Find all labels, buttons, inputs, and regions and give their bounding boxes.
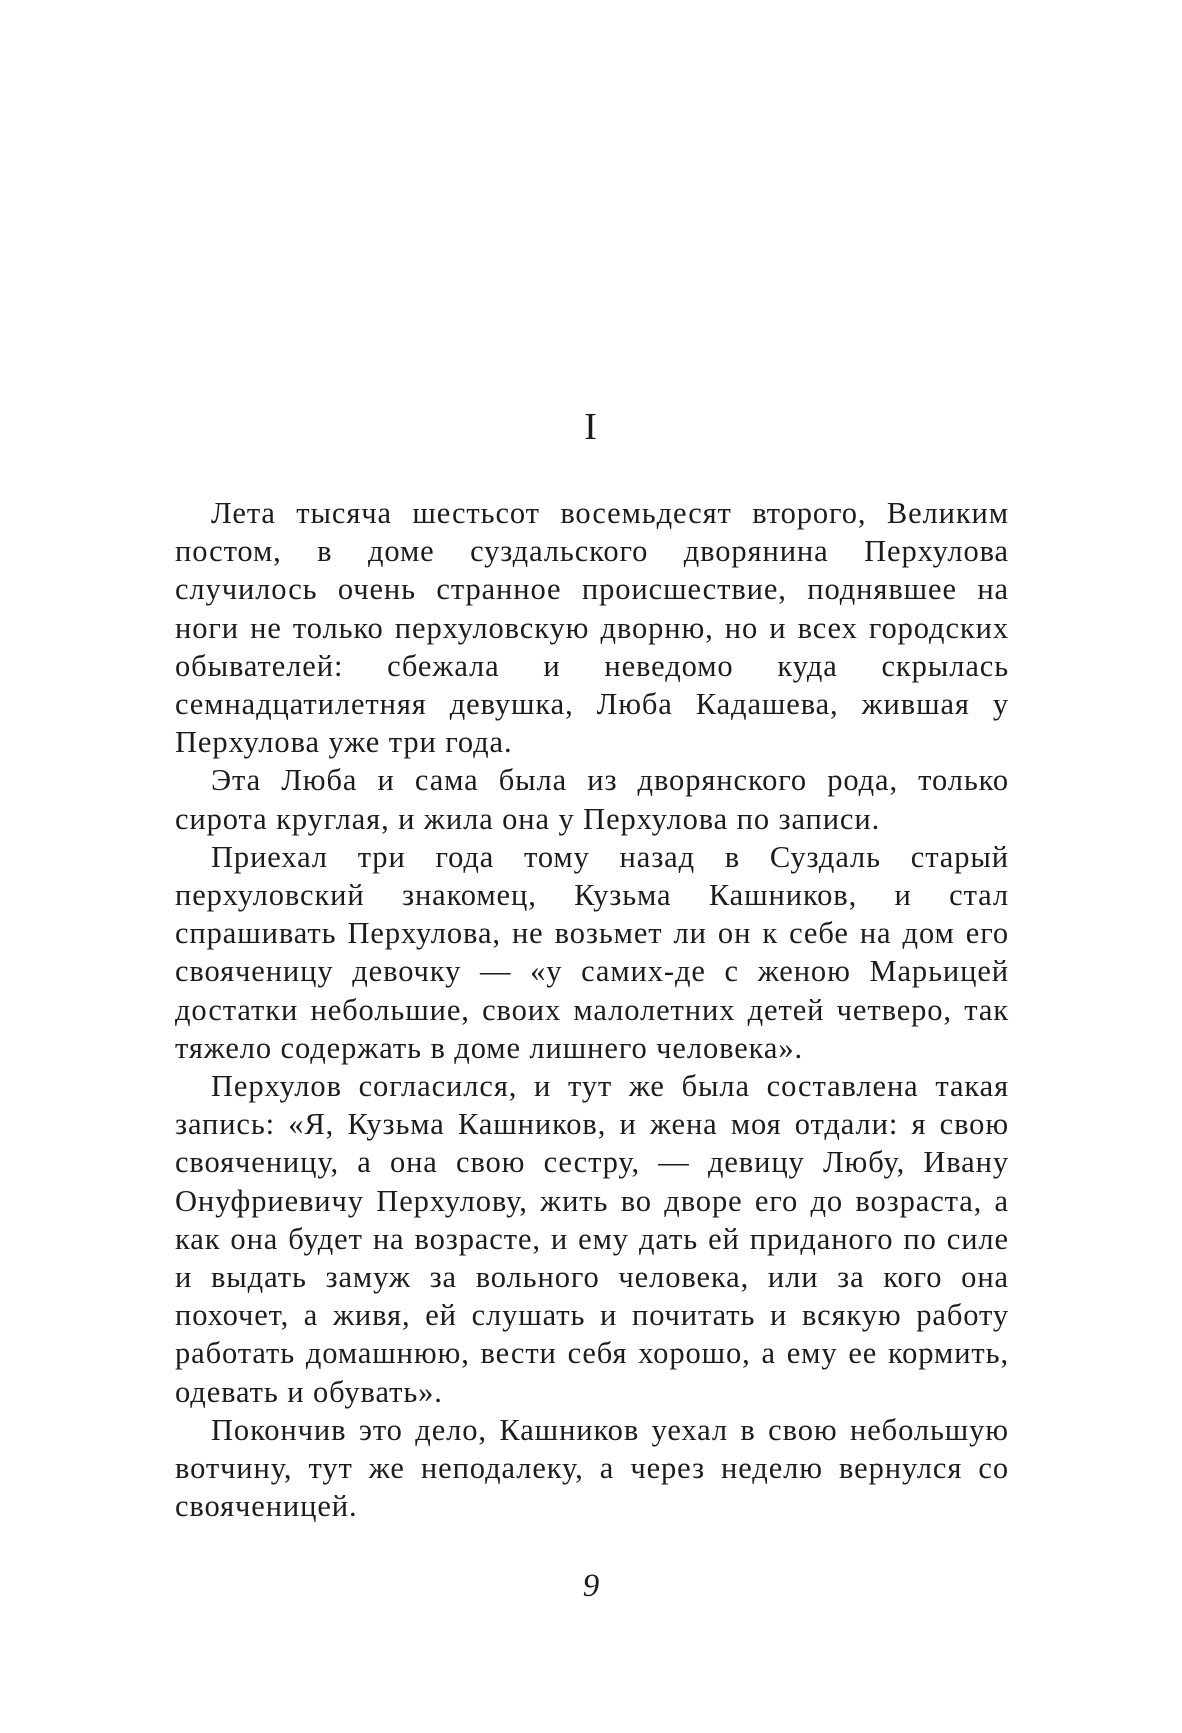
paragraph: Эта Люба и сама была из дворянского рода, только сирота круглая, и жила она у Перхулова по записи. [175,763,1009,836]
body-text [175,494,1009,1525]
paragraph: Перхулов согласился, и тут же была составлена такая запись: «Я, Кузьма Кашников, и жена моя отдали: я свою свояченицу, а она свою сестру, — девицу Любу, Ивану Онуфриевичу Перхулову, жить во дворе его до возраста, а как она будет на возрасте, и ему дать ей приданого по силе и выдать замуж за вольного человека, или за кого она похочет, а живя, ей слушать и почитать и всякую работу работать домашнюю, вести себя хорошо, а ему ее кормить, одевать и обувать». [175,1069,1009,1409]
paragraph: Приехал три года тому назад в Суздаль старый перхуловский знакомец, Кузьма Кашников, и стал спрашивать Перхулова, не возьмет ли он к себе на дом его свояченицу девочку — «у самих-де с женою Марьицей достатки небольшие, своих малолетних детей четверо, так тяжело содержать в доме лишнего человека». [175,839,1009,1065]
chapter-heading: I [584,406,598,448]
page-number: 9 [582,1568,600,1604]
paragraph: Покончив это дело, Кашников уехал в свою небольшую вотчину, тут же неподалеку, а через неделю вернулся со свояченицей. [175,1412,1009,1524]
paragraph: Лета тысяча шестьсот восемьдесят второго, Великим постом, в доме суздальского дворянина Перхулова случилось очень странное происшествие, поднявшее на ноги не только перхуловскую дворню, но и всех городских обывателей: сбежала и неведомо куда скрылась семнадцатилетняя девушка, Люба Кадашева, жившая у Перхулова уже три года. [175,496,1009,760]
